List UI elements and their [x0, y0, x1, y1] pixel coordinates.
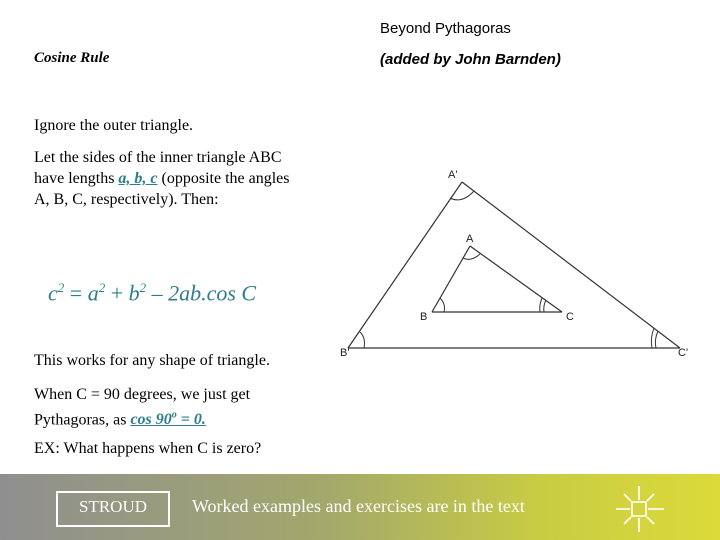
sun-cross-icon	[612, 484, 668, 534]
c90-text-1: When C = 90 degrees, we just get Pythagoras, as	[34, 386, 251, 429]
c90-degree: o	[171, 410, 177, 421]
paragraph-sides	[34, 147, 304, 210]
formula-a: a	[87, 280, 99, 306]
label-outer-c: C'	[678, 347, 689, 359]
formula-c: c	[48, 280, 58, 306]
label-inner-b: B	[420, 311, 428, 323]
section-heading: Cosine Rule	[34, 50, 110, 66]
paragraph-ignore: Ignore the outer triangle.	[34, 117, 194, 134]
label-outer-a: A'	[448, 169, 458, 181]
paragraph-works: This works for any shape of triangle.	[34, 352, 270, 369]
stroud-logo: STROUD	[56, 491, 170, 527]
slide-title: Beyond Pythagoras	[380, 20, 511, 37]
inner-side-ac	[470, 246, 562, 312]
slide-subtitle: (added by John Barnden)	[380, 51, 561, 68]
outer-side-ab	[348, 182, 462, 348]
outer-side-ac	[462, 182, 680, 348]
label-outer-b: B'	[340, 347, 350, 359]
paragraph-exercise: EX: What happens when C is zero?	[34, 440, 262, 457]
label-inner-c: C	[566, 311, 574, 323]
inner-side-ab	[432, 246, 470, 312]
outer-angle-b-arc	[360, 332, 365, 348]
formula-plus: +	[105, 280, 129, 306]
outer-angle-c-arc-1	[651, 328, 654, 348]
sides-variables: a, b, c	[118, 170, 158, 187]
label-inner-a: A	[466, 233, 474, 245]
formula-sq-1: 2	[57, 280, 65, 295]
formula-b: b	[128, 280, 140, 306]
formula-rest: – 2ab.cos C	[146, 280, 257, 306]
inner-angle-c-arc-2	[544, 300, 546, 312]
cosine-rule-formula	[48, 280, 256, 306]
outer-angle-a-arc	[450, 191, 474, 200]
c90-cos	[130, 411, 205, 428]
outer-angle-c-arc-2	[655, 331, 658, 348]
sides-text-2: (opposite the angles A, B, C, respectively). Then:	[34, 170, 290, 208]
paragraph-c90	[34, 384, 304, 430]
c90-equals: = 0.	[176, 411, 206, 429]
inner-angle-c-arc-1	[540, 298, 542, 312]
footer-note: Worked examples and exercises are in the text	[192, 496, 525, 516]
c90-cos-text: cos 90	[130, 411, 172, 429]
formula-sq-3: 2	[139, 280, 147, 295]
sides-text-1: Let the sides of the inner triangle ABC have lengths	[34, 149, 282, 187]
inner-angle-b-arc	[440, 298, 445, 312]
formula-equals: =	[64, 280, 88, 306]
formula-sq-2: 2	[98, 280, 106, 295]
triangle-diagram	[340, 160, 700, 370]
